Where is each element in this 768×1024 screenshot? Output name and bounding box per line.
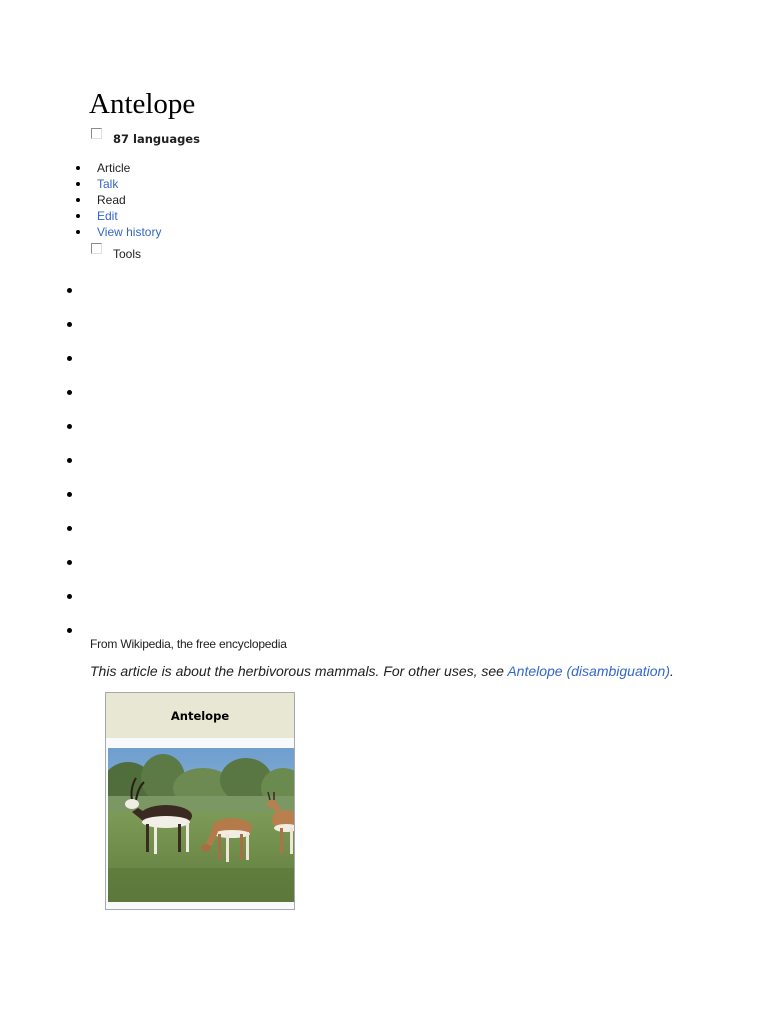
infobox	[105, 692, 295, 910]
list-bullet	[67, 594, 72, 599]
page-tabs	[75, 160, 161, 240]
list-bullet	[67, 424, 72, 429]
list-bullet	[67, 560, 72, 565]
tab-view-history[interactable]: View history	[75, 224, 161, 240]
list-bullet	[67, 288, 72, 293]
hatnote	[90, 663, 674, 679]
hatnote-suffix: .	[669, 663, 674, 679]
disambiguation-link[interactable]: Antelope (disambiguation)	[507, 663, 670, 679]
languages-checkbox[interactable]	[91, 128, 102, 139]
tab-read[interactable]: Read	[75, 192, 161, 208]
hatnote-text: This article is about the herbivorous mammals. For other uses, see	[90, 663, 508, 679]
list-bullet	[67, 628, 72, 633]
infobox-title: Antelope	[106, 693, 294, 738]
list-bullet	[67, 356, 72, 361]
languages-label[interactable]: 87 languages	[113, 132, 200, 146]
tools-label[interactable]: Tools	[113, 247, 142, 261]
list-bullet	[67, 492, 72, 497]
list-bullet	[67, 390, 72, 395]
list-bullet	[67, 526, 72, 531]
tab-edit[interactable]: Edit	[75, 208, 161, 224]
tab-article[interactable]: Article	[75, 160, 161, 176]
antelope-photo[interactable]	[108, 748, 294, 902]
list-bullet	[67, 322, 72, 327]
page-title: Antelope	[89, 88, 196, 120]
tools-checkbox[interactable]	[91, 243, 102, 254]
tab-talk[interactable]: Talk	[75, 176, 161, 192]
site-tagline: From Wikipedia, the free encyclopedia	[90, 637, 287, 651]
list-bullet	[67, 458, 72, 463]
